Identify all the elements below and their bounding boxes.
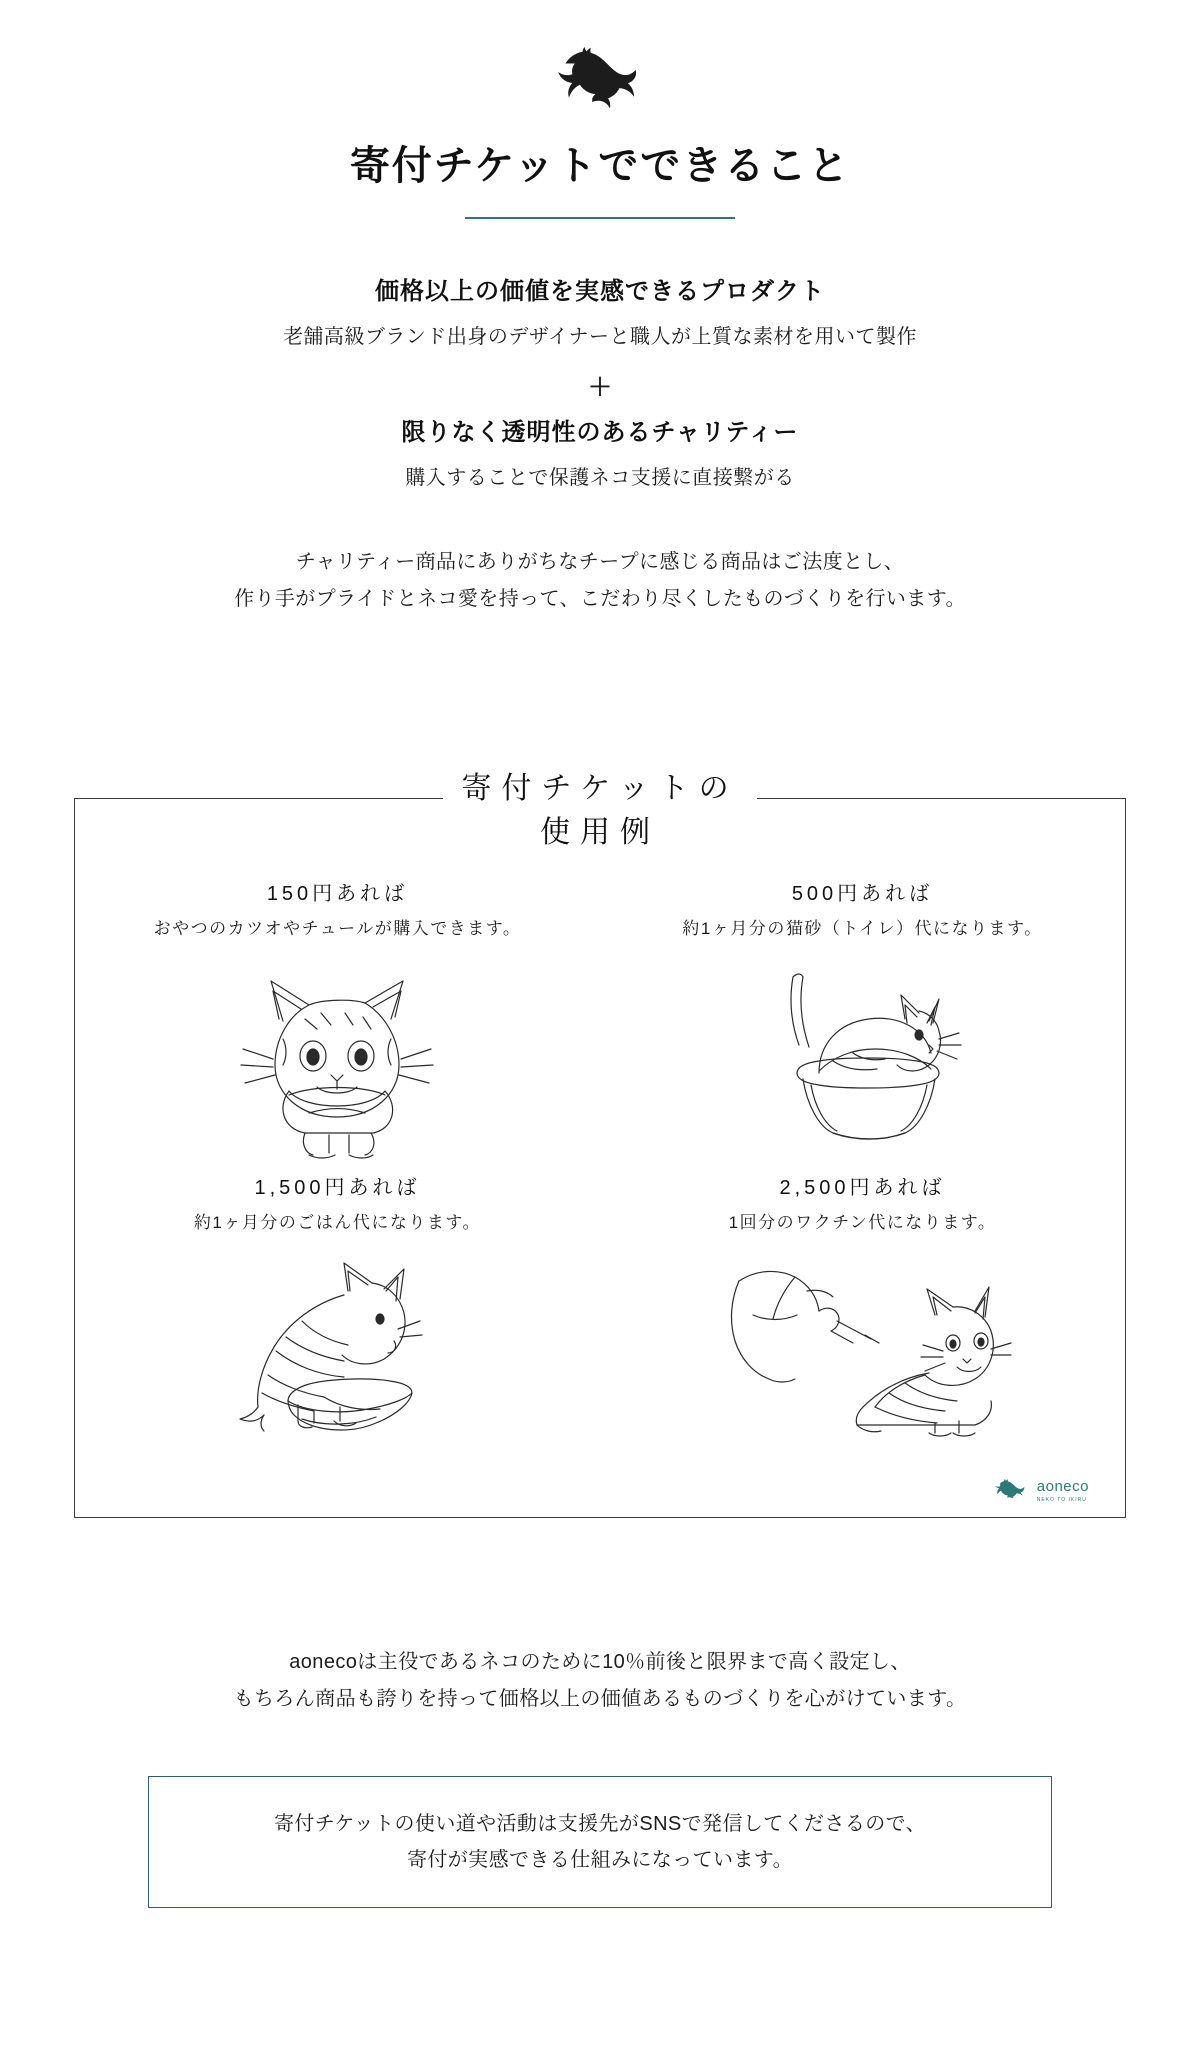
sns-note-box	[148, 1776, 1052, 1908]
donation-ticket-page	[0, 46, 1200, 2046]
page-title: 寄付チケットでできること	[349, 144, 851, 188]
example-amount: 2,500円あれば	[779, 1177, 946, 1199]
example-amount: 500円あれば	[791, 883, 934, 905]
usage-examples-panel	[74, 772, 1126, 1518]
aoneco-wordmark: aoneco	[1036, 1477, 1089, 1495]
value-heading-charity: 限りなく透明性のあるチャリティー	[401, 419, 799, 446]
aoneco-cat-icon	[993, 1478, 1031, 1503]
usage-title-line-1: 寄付チケットの	[443, 767, 756, 811]
example-description: 約1ヶ月分のごはん代になります。	[193, 1213, 482, 1232]
cat-with-fish-illustration	[89, 943, 586, 1171]
usage-example-item	[75, 877, 600, 1171]
usage-title-line-2: 使用例	[540, 815, 660, 849]
usage-examples-grid	[75, 877, 1125, 1465]
closing-paragraph	[0, 1644, 1200, 1718]
lead-line-1: チャリティー商品にありがちなチープに感じる商品はご法度とし、	[295, 551, 905, 573]
closing-line-2: もちろん商品も誇りを持って価格以上の価値あるものづくりを心がけています。	[233, 1688, 967, 1710]
example-description: 約1ヶ月分の猫砂（トイレ）代になります。	[682, 919, 1043, 938]
usage-example-item	[75, 1171, 600, 1465]
usage-example-item	[600, 877, 1125, 1171]
note-line-1: 寄付チケットの使い道や活動は支援先がSNSで発信してくださるので、	[273, 1813, 927, 1835]
plus-symbol: ＋	[588, 374, 612, 401]
value-sub-charity: 購入することで保護ネコ支援に直接繋がる	[405, 467, 795, 489]
value-proposition-block	[0, 271, 1200, 490]
lead-paragraph	[0, 544, 1200, 618]
cat-eating-from-bowl-illustration	[89, 1237, 586, 1465]
example-description: おやつのカツオやチュールが購入できます。	[153, 919, 522, 938]
aoneco-brand-mark	[993, 1478, 1089, 1503]
usage-examples-title	[75, 767, 1125, 854]
title-divider	[465, 217, 735, 219]
example-amount: 150円あれば	[266, 883, 409, 905]
cat-in-litter-box-illustration	[614, 943, 1111, 1171]
lead-line-2: 作り手がプライドとネコ愛を持って、こだわり尽くしたものづくりを行います。	[234, 588, 966, 610]
note-line-2: 寄付が実感できる仕組みになっています。	[407, 1849, 793, 1871]
running-cat-icon	[0, 46, 1200, 108]
usage-example-item	[600, 1171, 1125, 1465]
value-sub-product: 老舗高級ブランド出身のデザイナーと職人が上質な素材を用いて製作	[282, 326, 918, 348]
example-amount: 1,500円あれば	[254, 1177, 421, 1199]
closing-line-1: aonecoは主役であるネコのために10％前後と限界まで高く設定し、	[289, 1651, 911, 1673]
cat-receiving-vaccine-illustration	[614, 1237, 1111, 1465]
value-heading-product: 価格以上の価値を実感できるプロダクト	[375, 278, 825, 305]
example-description: 1回分のワクチン代になります。	[728, 1213, 997, 1232]
aoneco-tagline: NEKO TO IKIRU	[1036, 1496, 1087, 1503]
